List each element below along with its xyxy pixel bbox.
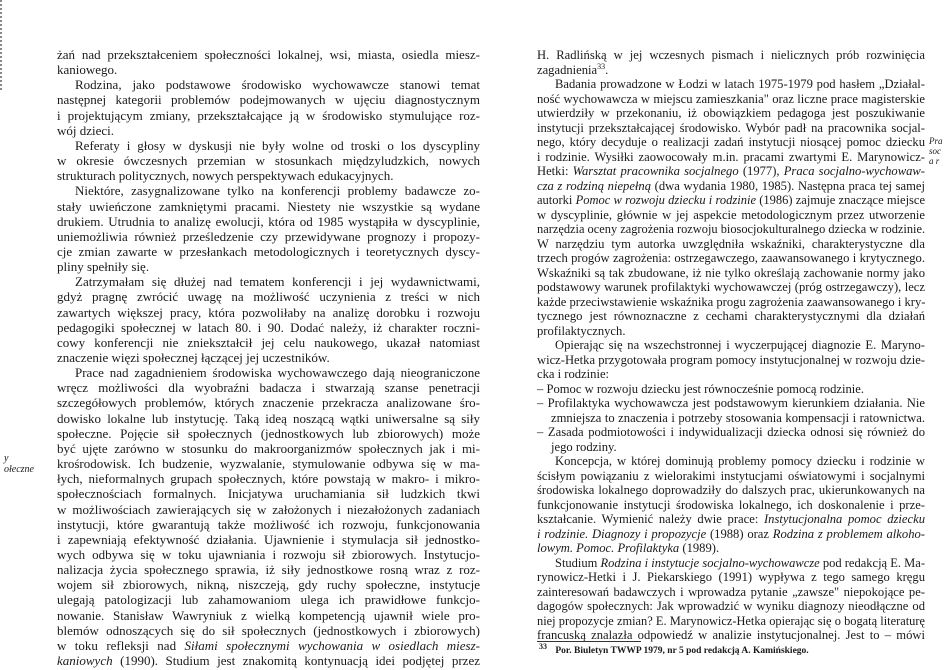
italic-title: kaniowych [57,653,113,668]
text-line [537,150,925,165]
text-segment: społeczne. Pojęcie sił społecznych (jednostkowych lub zbiorowych) może [57,425,480,441]
text-segment: pod redakcją E. Ma- [819,555,925,570]
text-segment: H. Radlińską w jej wczesnych pismach i nielicznych prób rozwinięcia [537,48,925,62]
text-line [57,441,480,456]
text-line [537,193,925,208]
text-line [57,395,480,410]
text-line [537,179,925,194]
text-segment: blemów odnoszących się do sił społecznych (jednostkowych i zbiorowych) [57,622,480,638]
footnote [539,641,809,656]
text-segment: zmniejsza to znaczenia i potrzeby stosowania kompensacji i ratownictwa. [551,410,925,425]
text-segment: trzech progów zagrożenia: ostrzegawczego, zaawansowanego i krytycznego. [537,251,925,265]
footnote-reference: 33 [597,61,606,71]
text-line [57,411,480,426]
text-line [57,62,480,77]
text-line [537,63,925,78]
text-line [537,135,925,150]
footnote-number: 33 [539,641,547,651]
text-segment: dagogów społecznych: Jak wprowadzić w wyniku diagnozy nieodłączne od [537,599,925,613]
text-segment: uniemożliwia również prześledzenie czy przewidywane prognozy i propozy- [57,228,480,244]
text-segment: Studium [555,555,601,570]
italic-title: lowym. Pomoc. Profilaktyka [537,541,680,555]
text-line [537,483,925,498]
text-segment: pedagogiki społecznej w latach 80. i 90. Dodać należy, iż charakter roczni- [57,319,480,335]
text-segment: wój dzieci. [57,122,115,138]
text-line [57,214,480,229]
text-segment: ność wychowawcza w miejscu zamieszkania" oraz liczne prace magisterskie [537,91,925,106]
text-segment: cka i rodzinie: [537,367,610,381]
text-segment: i zapewniają efektywność działania. Ujawnienie i stymulacja sił jednostko- [57,531,480,547]
text-line [537,411,925,426]
text-segment: kształcanie. Wymienić należy dwie prace: [537,512,764,526]
text-line [57,365,480,380]
text-segment: wręcz możliwości dla wyobraźni badacza i stwarzają szanse penetracji [57,380,480,396]
text-segment: – Profilaktyka wychowawcza jest podstawowym kierunkiem działania. Nie [537,396,925,410]
text-line [57,335,480,350]
text-segment: w dyscyplinie, głównie w jej aspekcie metodologicznym przez utworzenie [537,207,925,222]
text-segment: – Pomoc w rozwoju dziecku jest równocześnie pomocą rodzinie. [537,381,864,396]
text-line [57,547,480,562]
text-line [57,608,480,623]
text-line [537,222,925,237]
text-line [57,123,480,138]
text-line [57,653,480,668]
text-segment: nego, który decyduje o realizacji zadań instytucji niosącej pomoc dziecku [537,135,925,149]
text-line [537,396,925,411]
italic-title: Instytucjonalna pomoc dziecku [763,512,925,526]
text-segment: wojem sił zbiorowych, nikną, niszczeją, gdy ruchy społeczne, instytucje [57,577,480,593]
text-segment: (1988) oraz [706,526,773,541]
text-line [537,367,925,382]
text-line [537,48,925,63]
text-line [57,638,480,653]
text-line [57,426,480,441]
text-line [57,517,480,532]
text-line [537,309,925,324]
text-segment: Prace nad zagadnieniem środowiska wychowawczego dają nieograniczone [75,365,480,381]
text-segment: dowisko lokalne lub instytucję. Taką ideą noszącą wątki uniwersalne są siły [57,410,480,426]
text-segment: każde przeciwstawienie wskaźnika progu zagrożenia zaawansowanego i kry- [537,294,926,309]
text-segment: rynowicz-Hetki i J. Piekarskiego (1991) wypływa z tego samego kręgu [537,570,925,584]
text-segment: (1989). [679,541,720,555]
margin-note-line: a r [929,156,940,166]
text-line [57,138,480,153]
text-segment: (dwa wydania 1980, 1985). Następna praca tej samej [651,178,925,193]
text-segment: i projektującym zmiany, przekształcające ją w środowisko stymulujące roz- [57,107,480,123]
text-line [57,199,480,214]
right-margin-note [929,136,943,166]
text-segment: zainteresowań badawczych i wprowadza pytanie „zawsze" niepokojące pe- [537,584,925,599]
text-line [537,454,925,469]
text-line [57,259,480,274]
text-line [537,498,925,513]
text-line [537,512,925,527]
left-margin-note [4,453,34,475]
text-segment: (1977), [738,164,784,178]
text-segment: podstawowy warunek profilaktyki wychowawczej (próg ostrzegawczy), lecz [537,280,925,294]
text-line [57,456,480,471]
text-line [537,469,925,484]
text-segment: pliny spełniły się. [57,259,150,275]
text-line [537,266,925,281]
text-line [537,295,925,310]
text-segment: krośrodowisk. Ich budzenie, wyzwalanie, stymulowanie odbywa się w ma- [57,456,480,472]
text-line [57,592,480,607]
italic-title: Rodzina i instytucje socjalno-wychowawcze [600,555,820,570]
text-line [537,425,925,440]
text-segment: cje zmian zawarte w przesłankach metodologicznych i teoretycznych dyscy- [57,243,480,259]
text-line [57,77,480,92]
text-segment: (1990). Studium jest znakomitą kontynuacją idei podjętej przez [112,653,480,668]
text-line [537,237,925,252]
text-segment: . [605,62,609,77]
text-segment: żań nad przekształceniem społeczności lokalnej, wsi, miasta, osiedla miesz- [57,47,480,62]
text-line [537,599,925,614]
text-line [537,324,925,339]
text-segment: funkcjonowanie instytucji środowiska lokalnego, ich doskonalenie i prze- [537,497,925,512]
text-segment: niej propozycje zmian? E. Marynowicz-Hetka opierając się o bogatą literaturę [537,613,925,628]
text-segment: nowanie. Stanisław Wawryniuk z wielką kompetencją ujawnił wiele pro- [57,607,480,623]
text-line [537,106,925,121]
text-segment: Niektóre, zasygnalizowane tylko na konferencji problemy badawcze zo- [75,183,480,199]
italic-title: Warsztat pracownika socjalnego [572,164,739,178]
margin-note-line: y [4,453,9,464]
text-segment: wicz-Hetka przygotowała program pomocy instytucjonalnej w rozwoju dzie- [537,352,925,367]
text-line [537,251,925,266]
text-line [537,440,925,455]
text-segment: Koncepcja, w której dominują problemy pomocy dziecku i rodzinie w [555,454,925,468]
text-segment: drukiem. Utrudnia to analizę ewolucji, która od 1985 wystąpiła w dyscyplinie, [57,213,480,229]
text-segment: tycznego jest równoznaczne z cechami charakterystycznymi dla działań [537,309,925,323]
text-line [537,527,925,542]
text-line [57,350,480,365]
text-line [57,47,480,62]
text-line [537,570,925,585]
italic-title: Siłami społecznymi wychowania w osiedlach miesz- [184,637,480,653]
text-line [537,280,925,295]
text-line [537,585,925,600]
margin-note-line: ołeczne [4,464,34,475]
text-line [537,77,925,92]
text-line [537,92,925,107]
text-segment: łych, nieformalnych grupach społecznych, które powstają w makro- i mikro- [57,471,480,487]
text-line [537,338,925,353]
text-segment: w okresie ówczesnych przemian w stosunkach międzyludzkich, nowych [57,153,480,169]
text-line [537,614,925,629]
text-segment: i rodzinie. Wysiłki zaowocowały m.in. pracami zwartymi E. Marynowicz- [537,149,925,164]
text-segment: społecznościach formalnych. Inicjatywa uruchamiania sił ludzkich tkwi [57,486,480,502]
footnote-rule [537,641,641,642]
text-segment: szczegółowych problemów, których znaczenie przekracza analizowane śro- [57,395,480,411]
text-segment: strukturach politycznych, nowych perspektywach edukacyjnych. [57,168,394,184]
text-line [537,353,925,368]
text-segment: profilaktycznych. [537,323,626,338]
text-line [537,382,925,397]
text-line [57,502,480,517]
text-line [57,471,480,486]
text-segment: stały uwieńczone zamkniętymi pracami. Niestety nie wszystkie są wydane [57,198,480,214]
text-line [537,556,925,571]
text-line [57,486,480,501]
text-segment: wych odbywa się w toku ujawniania i rozwoju sił zbiorowych. Instytucjo- [57,546,480,562]
text-segment: autorki [537,193,576,207]
text-line [57,244,480,259]
text-segment: Zatrzymałam się dłużej nad tematem konferencji i jej wydawnictwami, [75,274,480,290]
text-line [537,541,925,556]
text-segment: jego rodziny. [551,439,617,454]
text-line [57,183,480,198]
text-line [57,108,480,123]
text-line [537,164,925,179]
text-line [57,289,480,304]
text-segment: ulegają patologizacji lub zahamowaniom ulega ich prawidłowe funkcjo- [57,592,480,608]
text-line [57,623,480,638]
text-segment: instytucji przekształcającej środowisko. Wybór padł na pracownika socjal- [537,120,925,135]
footnote-text: Por. Biuletyn TWWP 1979, nr 5 pod redakcją A. Kamińskiego. [555,646,809,656]
text-line [57,274,480,289]
text-segment: kaniowego. [57,62,118,78]
text-segment: w możliwościach zawierających się w założonych i niezałożonych zadaniach [57,501,480,517]
text-segment: w toku refleksji nad [57,637,185,653]
text-line [57,562,480,577]
text-line [537,208,925,223]
text-line [537,121,925,136]
text-segment: Badania prowadzone w Łodzi w latach 1975-1979 pod hasłem „Działal- [555,77,925,91]
italic-title: cza z rodziną niepełną [537,178,652,193]
text-line [57,305,480,320]
text-segment: ścisłym powiązaniu z wielorakimi instytucjami oświatowymi i socjalnymi [537,468,925,483]
text-line [57,229,480,244]
text-segment: instytucji, które gwarantują także możliwość ich rozwoju, funkcjonowania [57,516,480,532]
text-segment: Wskaźniki są tak zbudowane, iż nie tylko określają zachowanie normy jako [537,265,925,280]
italic-title: Rodzina z problemem alkoho- [772,526,925,541]
text-segment: (1986) zajmuje znaczące miejsce [756,193,925,207]
text-segment: nalizacja życia społecznego sprawia, iż siły jednostkowe rosną wraz z roz- [57,562,480,578]
text-line [57,92,480,107]
text-line [57,168,480,183]
margin-note-line: soc [929,146,941,156]
text-segment: zagadnienia [537,62,598,77]
text-segment: W narzędziu tym autorka uwzględniła wskaźniki, charakterystyczne dla [537,236,925,251]
text-line [57,532,480,547]
text-segment: Hetki: [537,164,573,178]
scan-edge [0,0,5,90]
text-line [57,577,480,592]
text-segment: zawartych większej pracy, która pozwoliłaby na analizę dorobku i rozwoju [57,304,480,320]
italic-title: Praca socjalno-wychowaw- [783,164,925,178]
text-segment: znaczenie więzi społecznej łączącej jej uczestników. [57,350,330,365]
text-line [57,380,480,395]
text-segment: cowy konferencji nie zniekształcił jej celu naukowego, ukazał natomiast [57,334,480,350]
text-segment: utwierdziły w przekonaniu, iż obowiązkiem pedagoga jest poszukiwanie [537,106,925,120]
text-segment: następnej kategorii problemów podejmowanych w ujęciu diagnostycznym [57,92,480,108]
text-segment: francuską znalazła odpowiedź w analizie instytucjonalnej. Jest to – mówi [537,628,925,642]
italic-title: i rodzinie. Diagnozy i propozycje [537,526,707,541]
text-segment: narzędzia oceny zagrożenia rozwoju biosocjokulturalnego dziecka w rodzinie. [537,222,926,236]
text-segment: środowiska lokalnego doprowadziły do dalszych prac, ukierunkowanych na [537,483,925,497]
italic-title: Pomoc w rozwoju dziecku i rodzinie [575,193,757,207]
margin-note-line: Pra [929,136,943,146]
text-segment: Rodzina, jako podstawowe środowisko wychowawcze stanowi temat [75,77,480,93]
text-segment: Referaty i głosy w dyskusji nie były wolne od troski o los dyscypliny [75,137,480,153]
text-segment: być ujęte zarówno w stosunku do makroorganizmów społecznych jak i mi- [57,440,480,456]
text-line [57,320,480,335]
text-segment: gdyż pragnę zwrócić uwagę na możliwość uczynienia z treści w nich [57,289,480,305]
text-segment: – Zasada podmiotowości i indywidualizacji dziecka odnosi się również do [537,425,925,439]
text-line [57,153,480,168]
text-segment: Opierając się na wszechstronnej i wyczerpującej diagnozie E. Maryno- [555,338,925,352]
